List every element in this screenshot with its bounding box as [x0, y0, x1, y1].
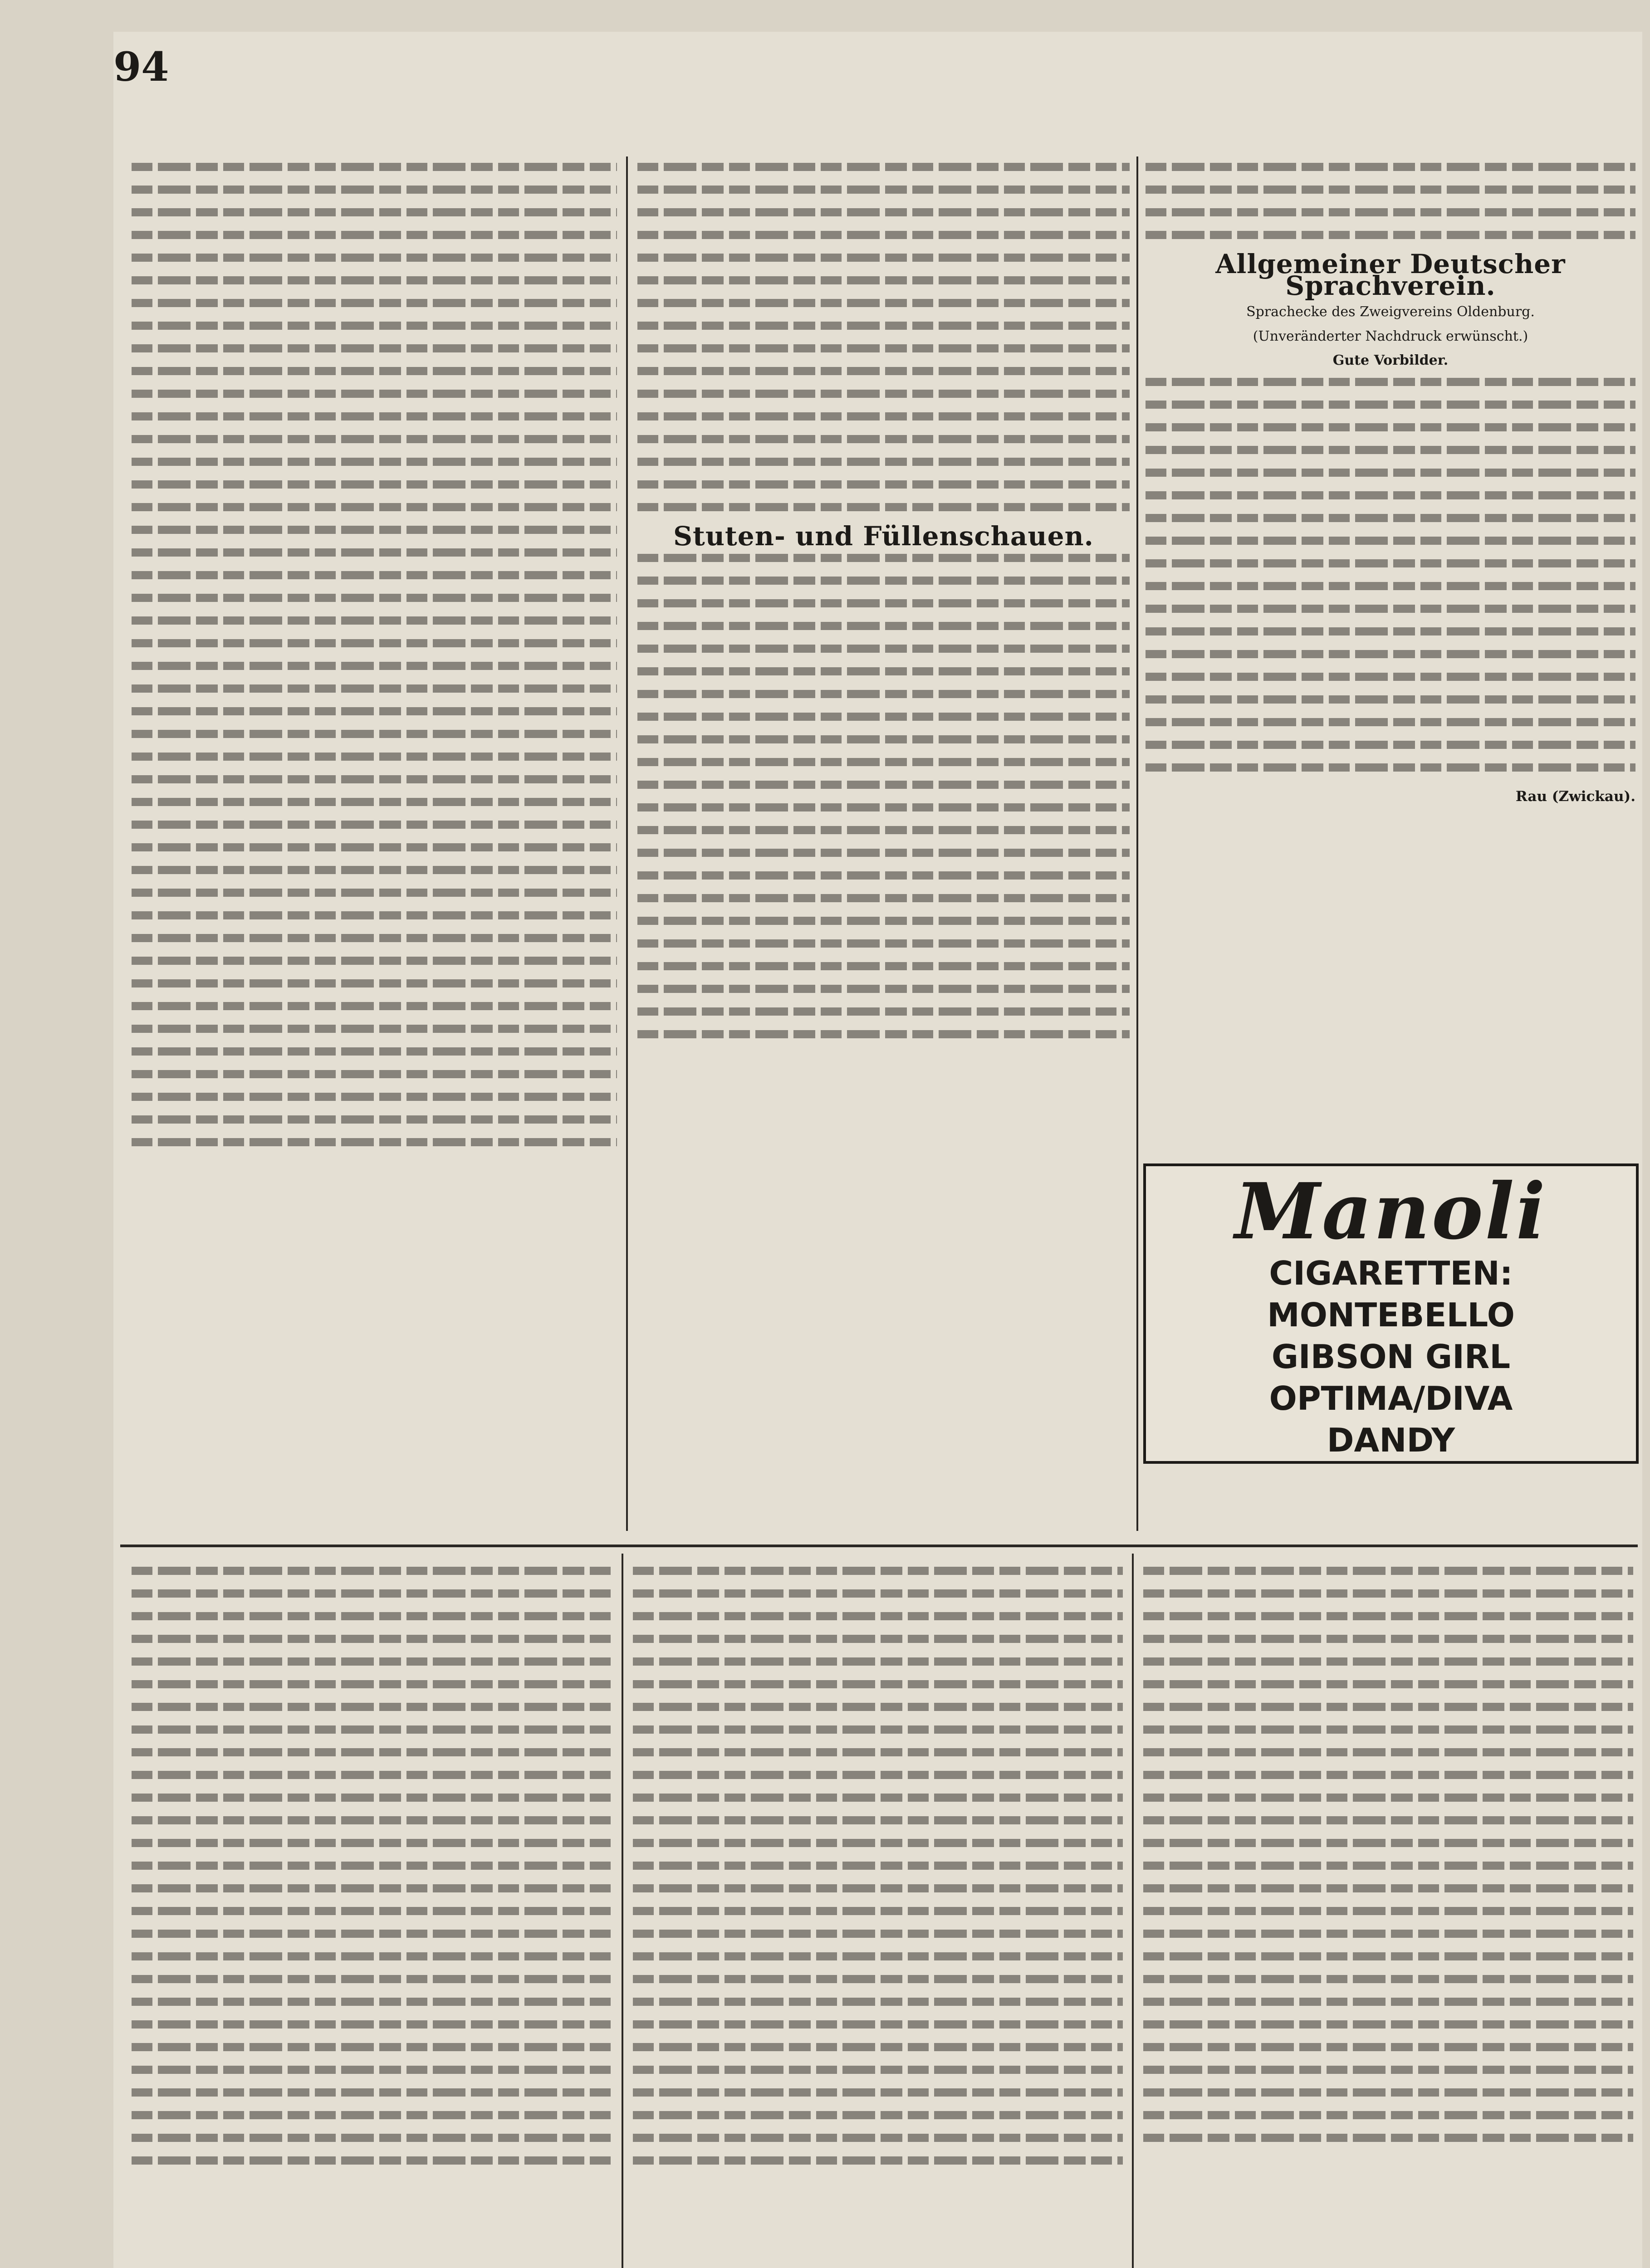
page-number: 94: [113, 43, 169, 90]
bottom-column-1: [132, 1560, 612, 2179]
column-rule: [1136, 156, 1138, 1531]
column-rule: [626, 156, 628, 1531]
top-column-2: [637, 156, 1130, 1053]
ad-product: OPTIMA/DIVA: [1269, 1379, 1513, 1418]
top-column-1: [132, 156, 617, 1161]
section-heading-sprachverein: Allgemeiner Deutscher Sprachverein.: [1215, 249, 1566, 301]
section-subheading: Sprachecke des Zweigvereins Oldenburg.: [1246, 304, 1535, 320]
ad-product: DANDY: [1327, 1421, 1455, 1459]
manoli-cigarette-ad: [1143, 1163, 1639, 1464]
ad-product: MONTEBELLO: [1267, 1296, 1515, 1334]
reprint-note: (Unveränderter Nachdruck erwünscht.): [1253, 328, 1528, 344]
article-title: Gute Vorbilder.: [1332, 352, 1449, 368]
bottom-column-2: [633, 1560, 1123, 2179]
signature: Rau (Zwickau).: [1515, 788, 1635, 805]
section-heading-stuten: Stuten- und Füllenschauen.: [673, 521, 1094, 552]
ad-brand: Manoli: [1234, 1166, 1547, 1257]
ad-product: CIGARETTEN:: [1269, 1254, 1513, 1292]
bottom-column-3: [1143, 1560, 1633, 2156]
ad-product: GIBSON GIRL: [1271, 1338, 1511, 1376]
top-column-3: [1146, 156, 1635, 807]
section-divider: [120, 1545, 1638, 1547]
column-rule: [622, 1554, 623, 2268]
column-rule: [1132, 1554, 1134, 2268]
